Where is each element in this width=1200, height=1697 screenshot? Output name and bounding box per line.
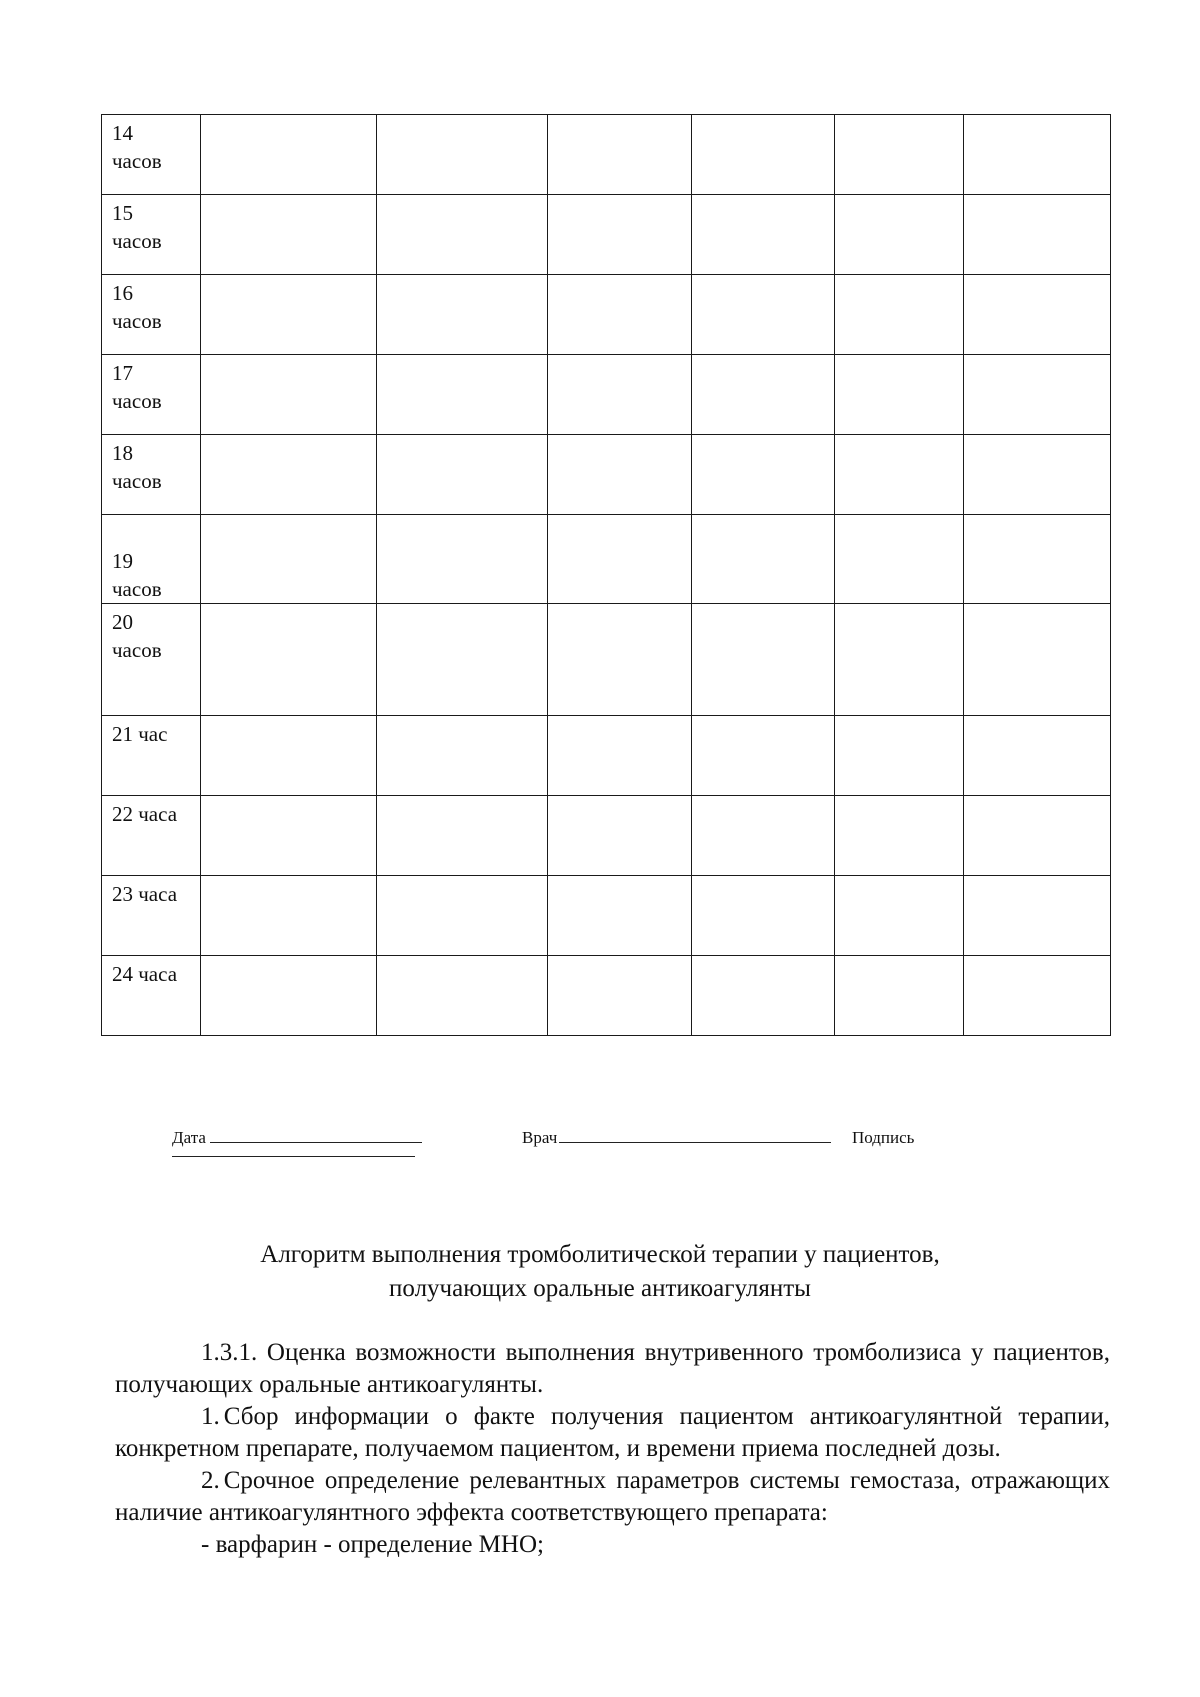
table-cell [548,956,692,1036]
table-cell [835,716,964,796]
table-cell [835,195,964,275]
hour-label: 22 часа [112,802,178,826]
hour-label-cell [102,956,201,1036]
table-cell [692,796,835,876]
table-cell [548,876,692,956]
table-cell [377,275,548,355]
table-cell [964,956,1111,1036]
body-text [115,1337,1110,1561]
table-cell [377,355,548,435]
table-row [102,115,1111,195]
table-cell [548,604,692,716]
table-cell [964,515,1111,604]
table-row [102,716,1111,796]
table-cell [692,195,835,275]
table-cell [548,275,692,355]
table-cell [548,716,692,796]
table-cell [835,275,964,355]
hour-number: 14 [112,121,133,145]
table-cell [377,876,548,956]
section-paragraph: 1.3.1. Оценка возможности выполнения внутривенного тромболизиса у пациентов, получающих оральные антикоагулянты. [115,1339,1110,1398]
table-row [102,604,1111,716]
hour-label: 24 часа [112,962,178,986]
hour-label: 21 час [112,722,168,746]
table-row [102,956,1111,1036]
hourly-observation-table [101,114,1111,1036]
table-cell [692,275,835,355]
table-cell [964,876,1111,956]
table-cell [964,355,1111,435]
table-cell [548,796,692,876]
table-cell [201,876,377,956]
table-cell [548,115,692,195]
list-item-1 [115,1401,1110,1465]
table-cell [377,195,548,275]
hour-label-cell [102,876,201,956]
table-cell [835,604,964,716]
table-cell [835,796,964,876]
hour-unit: часов [112,149,162,173]
table-cell [377,435,548,515]
hour-unit: часов [112,638,162,662]
hour-number: 17 [112,361,133,385]
table-cell [201,275,377,355]
table-row [102,515,1111,604]
table-cell [692,716,835,796]
table-cell [835,876,964,956]
date-blank-line [210,1126,422,1143]
table-row [102,355,1111,435]
table-cell [964,604,1111,716]
list-item-text: Срочное определение релевантных параметров системы гемостаза, отражающих наличие антикоагулянтного эффекта соответствующего препарата: [115,1467,1110,1526]
hour-unit: часов [112,309,162,333]
hour-unit: часов [112,389,162,413]
table-cell [548,435,692,515]
hour-number: 20 [112,610,133,634]
table-cell [964,796,1111,876]
table-cell [548,355,692,435]
table-cell [377,604,548,716]
hour-unit: часов [112,577,162,601]
table-cell [964,115,1111,195]
hour-label-cell [102,115,201,195]
hour-number: 18 [112,441,133,465]
table-cell [835,956,964,1036]
table-cell [835,435,964,515]
doctor-field [522,1126,831,1150]
table-cell [201,604,377,716]
hour-number: 15 [112,201,133,225]
table-row [102,195,1111,275]
table-cell [377,796,548,876]
list-item-number: 1. [201,1403,220,1430]
list-item-2 [115,1465,1110,1529]
table-cell [692,956,835,1036]
table-cell [201,796,377,876]
table-cell [201,115,377,195]
table-cell [964,716,1111,796]
hour-label-cell [102,275,201,355]
hour-label-cell [102,716,201,796]
heading-line-1: Алгоритм выполнения тромболитической терапии у пациентов, [260,1241,940,1268]
hour-label-cell [102,604,201,716]
hour-label-cell [102,796,201,876]
heading-line-2: получающих оральные антикоагулянты [389,1275,811,1302]
table-cell [377,115,548,195]
table-cell [201,355,377,435]
hour-label-cell [102,355,201,435]
hour-unit: часов [112,469,162,493]
signature-blank-line [172,1156,415,1157]
hour-label-cell [102,515,201,604]
table-cell [835,115,964,195]
hour-label: 23 часа [112,882,178,906]
list-item-text: Сбор информации о факте получения пациентом антикоагулянтной терапии, конкретном препарате, получаемом пациентом, и времени приема последней дозы. [115,1403,1110,1462]
table-cell [835,355,964,435]
table-cell [692,515,835,604]
hour-number: 16 [112,281,133,305]
signature-field [852,1126,914,1150]
table-row [102,275,1111,355]
list-item-number: 2. [201,1467,220,1494]
table-cell [692,115,835,195]
table-cell [964,275,1111,355]
date-field [172,1126,422,1150]
table-cell [692,355,835,435]
table-cell [201,195,377,275]
hour-unit: часов [112,229,162,253]
table-cell [692,435,835,515]
bullet-item: - варфарин - определение МНО; [201,1531,544,1558]
table-cell [377,515,548,604]
table-cell [201,716,377,796]
doctor-label: Врач [522,1128,558,1147]
table-cell [692,876,835,956]
date-label: Дата [172,1128,206,1147]
table-cell [964,435,1111,515]
table-cell [377,716,548,796]
table-row [102,876,1111,956]
table-cell [548,515,692,604]
doctor-blank-line [559,1126,831,1143]
table-cell [201,515,377,604]
hour-label-cell [102,195,201,275]
table-row [102,796,1111,876]
table-cell [964,195,1111,275]
table-cell [692,604,835,716]
table-cell [201,956,377,1036]
table-row [102,435,1111,515]
hour-number: 19 [112,549,133,573]
signature-label: Подпись [852,1128,915,1147]
table-cell [201,435,377,515]
table-cell [548,195,692,275]
section-heading [0,1238,1200,1306]
table-cell [835,515,964,604]
hour-label-cell [102,435,201,515]
table-cell [377,956,548,1036]
